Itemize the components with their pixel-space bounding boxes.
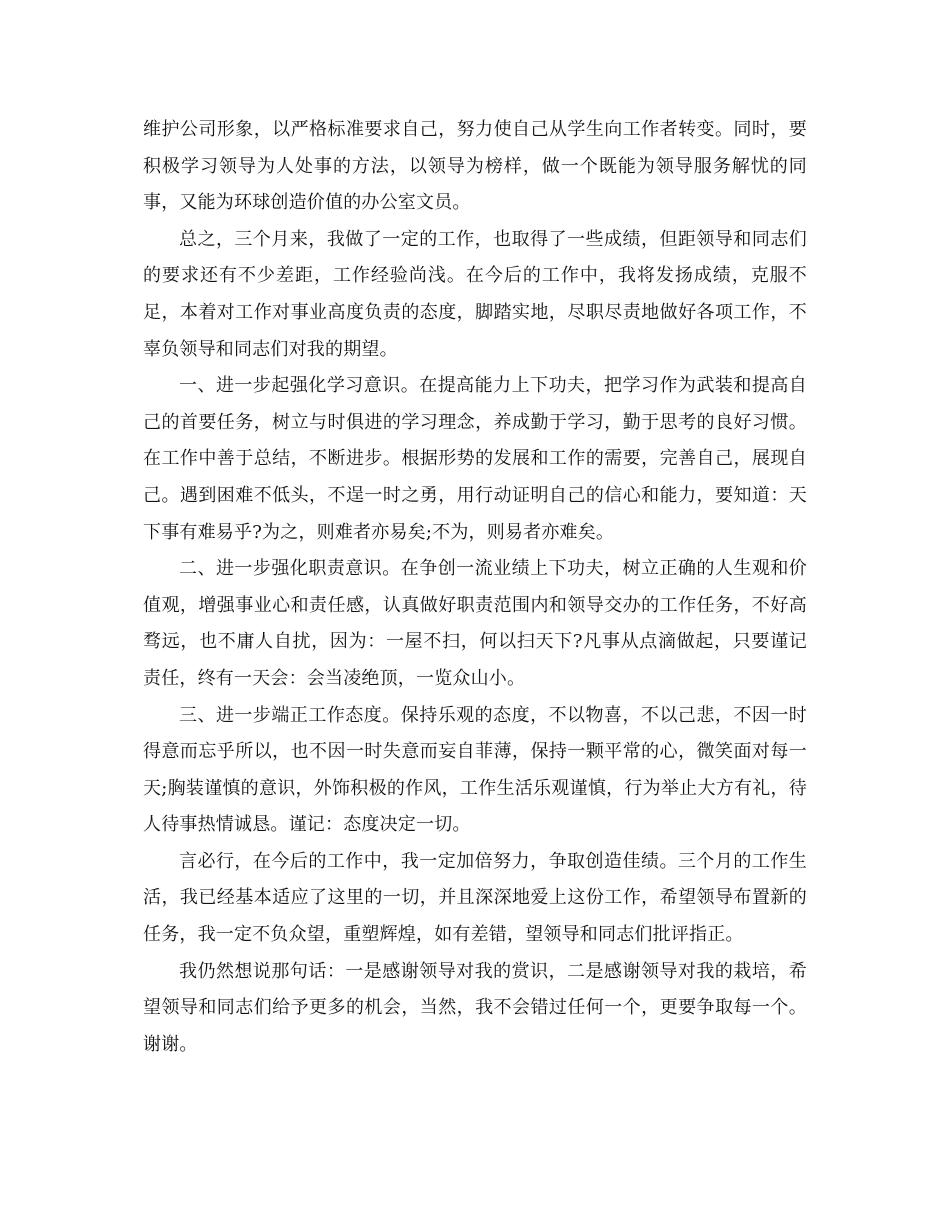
paragraph: 二、进一步强化职责意识。在争创一流业绩上下功夫，树立正确的人生观和价值观，增强事业心和责任感，认真做好职责范围内和领导交办的工作任务，不好高骛远，也不庸人自扰，因为：一屋不扫，何以扫天下?凡事从点滴做起，只要谨记责任，终有一天会：会当凌绝顶，一览众山小。 bbox=[143, 558, 807, 689]
document-body bbox=[143, 112, 807, 1063]
paragraph: 一、进一步起强化学习意识。在提高能力上下功夫，把学习作为武装和提高自己的首要任务，树立与时俱进的学习理念，养成勤于学习，勤于思考的良好习惯。在工作中善于总结，不断进步。根据形势的发展和工作的需要，完善自己，展现自己。遇到困难不低头，不逞一时之勇，用行动证明自己的信心和能力，要知道：天下事有难易乎?为之，则难者亦易矣;不为，则易者亦难矣。 bbox=[143, 375, 807, 543]
paragraph: 三、进一步端正工作态度。保持乐观的态度，不以物喜，不以己悲，不因一时得意而忘乎所以，也不因一时失意而妄自菲薄，保持一颗平常的心，微笑面对每一天;胸装谨慎的意识，外饰积极的作风，工作生活乐观谨慎，行为举止大方有礼，待人待事热情诚恳。谨记：态度决定一切。 bbox=[143, 704, 807, 836]
paragraph: 总之，三个月来，我做了一定的工作，也取得了一些成绩，但距领导和同志们的要求还有不少差距，工作经验尚浅。在今后的工作中，我将发扬成绩，克服不足，本着对工作对事业高度负责的态度，脚踏实地，尽职尽责地做好各项工作，不辜负领导和同志们对我的期望。 bbox=[143, 228, 807, 360]
paragraph: 维护公司形象，以严格标准要求自己，努力使自己从学生向工作者转变。同时，要积极学习领导为人处事的方法，以领导为榜样，做一个既能为领导服务解忧的同事，又能为环球创造价值的办公室文员。 bbox=[143, 119, 807, 214]
paragraph: 言必行，在今后的工作中，我一定加倍努力，争取创造佳绩。三个月的工作生活，我已经基本适应了这里的一切，并且深深地爱上这份工作，希望领导布置新的任务，我一定不负众望，重塑辉煌，如有差错，望领导和同志们批评指正。 bbox=[143, 850, 807, 946]
paragraph: 我仍然想说那句话：一是感谢领导对我的赏识，二是感谢领导对我的栽培，希望领导和同志们给予更多的机会，当然，我不会错过任何一个，更要争取每一个。谢谢。 bbox=[143, 960, 807, 1055]
